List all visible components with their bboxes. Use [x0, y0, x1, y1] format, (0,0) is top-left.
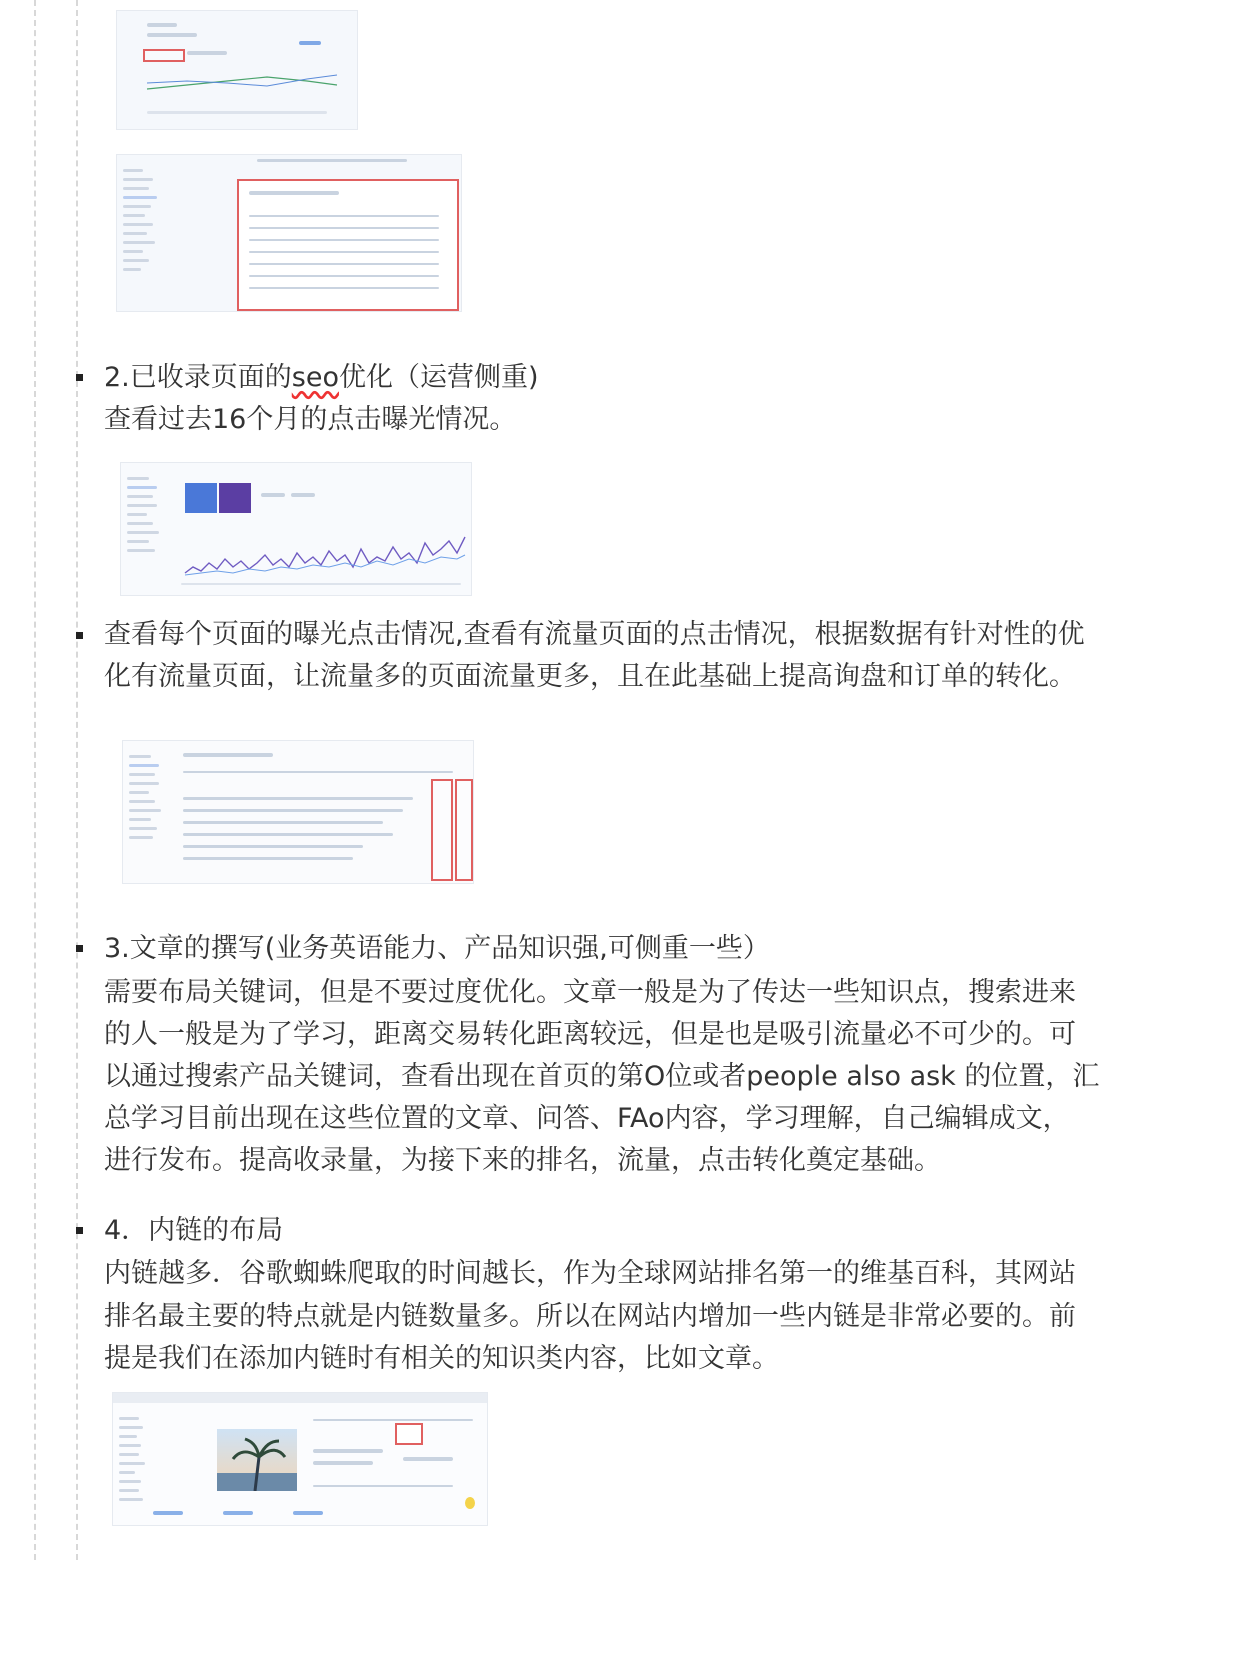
section-heading: 4．内链的布局 [104, 1215, 284, 1246]
lightbulb-icon [465, 1497, 475, 1509]
screenshot-internal-links [112, 1392, 488, 1526]
outer-guide-line [34, 0, 36, 1560]
section-body-line: 进行发布。提高收录量，为接下来的排名，流量，点击转化奠定基础。 [104, 1145, 941, 1176]
heading-text: 2.已收录页面的 [104, 362, 292, 393]
section-heading: 3.文章的撰写(业务英语能力、产品知识强,可侧重一些） [104, 933, 770, 964]
section-body-line: 以通过搜索产品关键词，查看出现在首页的第O位或者people also ask 的位置，汇 [104, 1061, 1100, 1092]
heading-text: 优化（运营侧重) [338, 362, 539, 393]
section-body-line: 的人一般是为了学习，距离交易转化距离较远，但是也是吸引流量必不可少的。可 [104, 1019, 1076, 1050]
section-body-line: 内链越多．谷歌蜘蛛爬取的时间越长，作为全球网站排名第一的维基百科，其网站 [104, 1258, 1076, 1289]
list-bullet [76, 945, 83, 952]
section-body-line: 需要布局关键词，但是不要过度优化。文章一般是为了传达一些知识点，搜索进来 [104, 977, 1076, 1008]
screenshot-clicks-impressions [120, 462, 472, 596]
section-body-line: 排名最主要的特点就是内链数量多。所以在网站内增加一些内链是非常必要的。前 [104, 1301, 1076, 1332]
section-heading: 查看每个页面的曝光点击情况,查看有流量页面的点击情况，根据数据有针对性的优 [104, 619, 1085, 650]
section-heading-seo [104, 357, 1224, 399]
palm-tree-photo [217, 1429, 297, 1491]
section-body-line: 查看过去16个月的点击曝光情况。 [104, 404, 517, 435]
section-body-line: 化有流量页面，让流量多的页面流量更多，且在此基础上提高询盘和订单的转化。 [104, 661, 1076, 692]
screenshot-performance-chart [116, 10, 358, 130]
section-body-line: 提是我们在添加内链时有相关的知识类内容，比如文章。 [104, 1343, 779, 1374]
list-bullet [76, 632, 83, 639]
inner-guide-line [76, 0, 78, 1560]
screenshot-pages-list [122, 740, 474, 884]
screenshot-index-table [116, 154, 462, 312]
misspelled-word: seo [291, 362, 339, 393]
list-bullet [76, 374, 83, 381]
section-body-line: 总学习目前出现在这些位置的文章、问答、FAo内容，学习理解，自己编辑成文， [104, 1103, 1070, 1134]
list-bullet [76, 1227, 83, 1234]
